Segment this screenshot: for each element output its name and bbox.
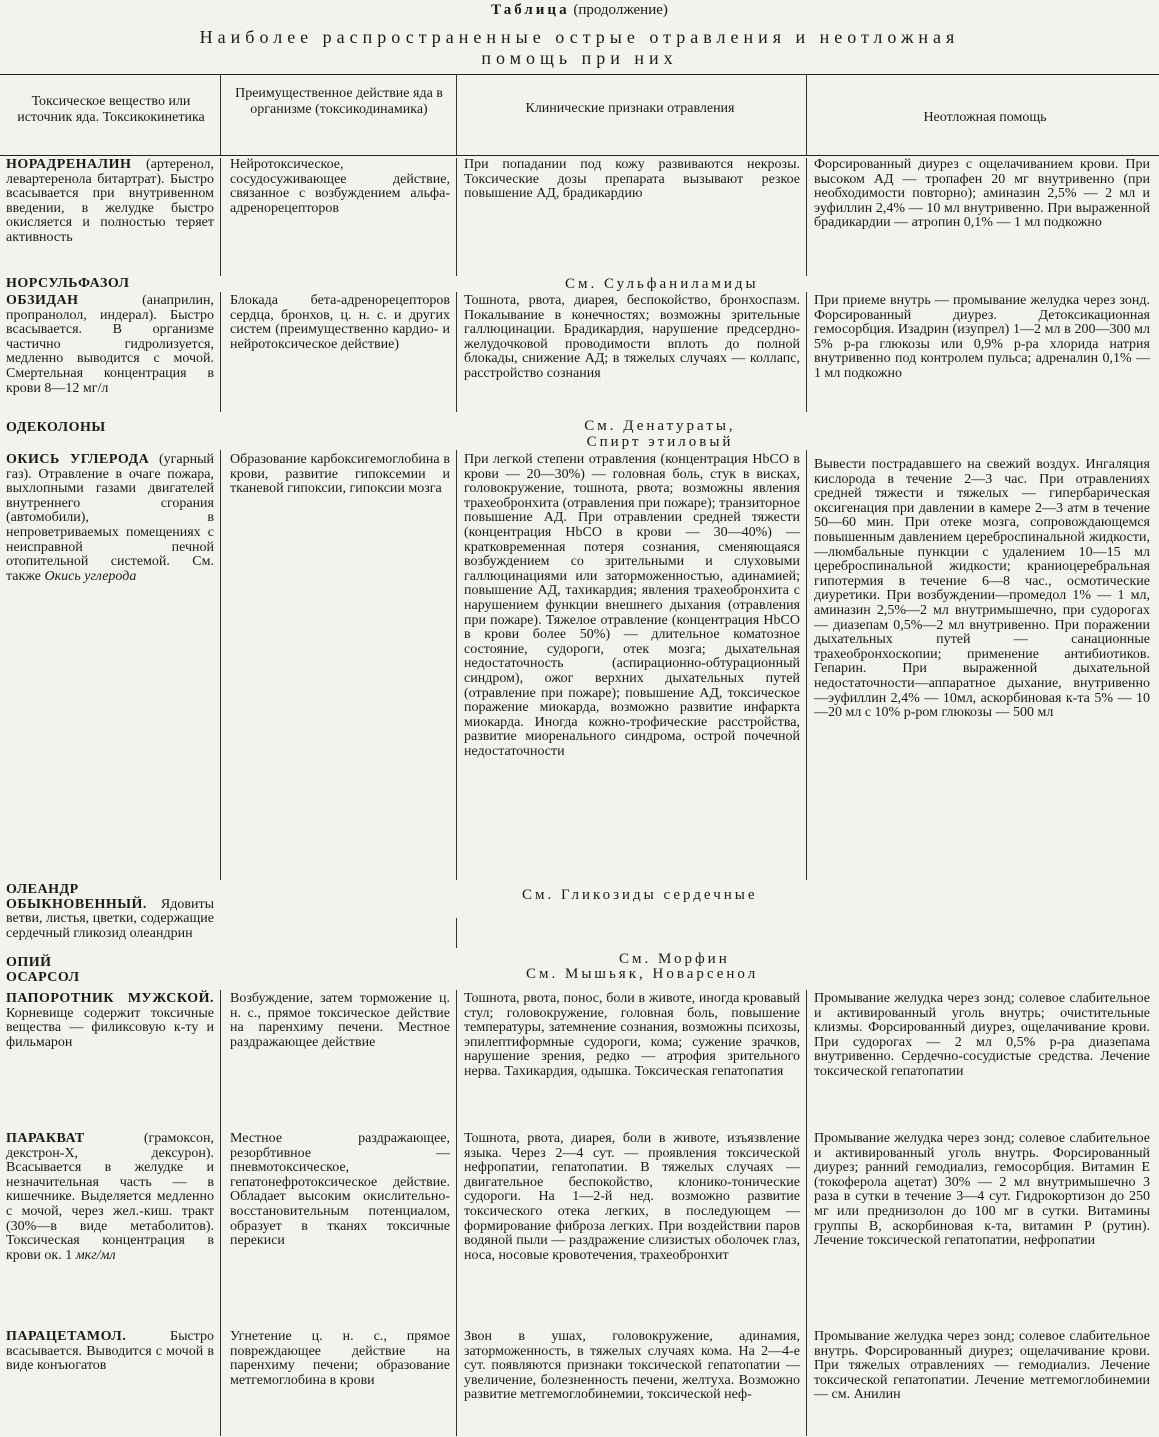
cross-reference: Окись углерода [44,568,137,584]
table-continuation: (продолжение) [573,2,668,18]
see-also-line: Спирт этиловый [586,434,734,450]
substance-name: ПАРАЦЕТАМОЛ. [6,1329,127,1344]
toxicokinetics-text: (анаприлин, пропранолол, индерал). Быстро всасывается. В организме частично гидролизуется, медленно выводится с мочой. Смертельная концентрация в крови 8—12 мг/л [6,293,214,396]
header-rule [0,74,1159,75]
parakvat-aid: Промывание желудка через зонд; солевое слабительное и активированный уголь внутрь. Форсированный диурез; ранний гемодиализ, гемосорбция. Витамин E (токоферола ацетат) 30% — 2 мл внутримышечно 3 раза в сутки в течение 3—4 сут. Гидрокортизон до 250 мг или преднизолон до 100 мг в сутки. Витамины группы B, аскорбиновая к-та, витамин P (рутин). Лечение токсической гепатопатии, нефропатии [814,1131,1150,1249]
odekolony-see-also [500,418,820,450]
oleandr-see-also: См. Гликозиды сердечные [522,887,758,903]
substance-name: ПАРАКВАТ [6,1131,85,1146]
okis-action: Образование карбоксигемоглобина в крови, развитие гипоксемии и тканевой гипоксии, гипоксии мозга [230,452,450,497]
unit-text: мкг/мл [75,1247,116,1263]
opiy-see-also: См. Морфин [619,951,730,967]
norsulfazol-substance [6,277,214,292]
toxicokinetics-text: Быстро всасывается. Выводится с мочой в виде конъюгатов [6,1329,214,1374]
substance-name: НОРСУЛЬФАЗОЛ [6,276,130,291]
column-divider [456,990,457,1436]
toxicokinetics-text: (артеренол, левартеренола битартрат). Быстро всасывается при внутривенном введении, в желудке быстро окисляется и полностью теряет активность [6,157,214,245]
okis-symptoms: При легкой степени отравления (концентрация HbCO в крови — 20—30%) — головная боль, стук в висках, головокружение, тошнота, рвота; возможны явления трахеобронхита (отравления при пожаре); транзиторное повышение АД. При отравлении средней тяжести (концентрация HbCO в крови — 30—40%) — кратковременная потеря сознания, сменяющаяся возбуждением со зрительными и слуховыми галлюцинациями или заторможенностью, адинамией; повышение АД, тахикардия; явления трахеобронхита с нарушением функции внешнего дыхания (отравления при пожаре). Тяжелое отравление (концентрация HbCO в крови более 50%) — длительное коматозное состояние, судороги, отек мозга; дыхательная недостаточность (аспирационно-обтурационный синдром), ожог верхних дыхательных путей (отравление при пожаре); повышение АД, токсическое поражение миокарда, возможно развитие инфаркта миокарда. Иногда кожно-трофические расстройства, развитие миоренального синдрома, острой почечной недостаточности [464,452,800,759]
substance-name: НОРАДРЕНАЛИН [6,157,132,172]
table-title [0,27,1159,69]
obzidan-aid: При приеме внутрь — промывание желудка через зонд. Форсированный диурез. Детоксикационная гемосорбция. Изадрин (изупрел) 1—2 мл в 200—300 мл 5% р-ра глюкозы или 0,9% р-ра хлорида натрия внутривенно под контролем пульса; адреналин 0,1% — 1 мл подкожно [814,293,1150,381]
opiy-substance [6,956,214,971]
substance-name: ОДЕКОЛОНЫ [6,420,106,435]
column-header-aid: Неотложная помощь [923,110,1047,125]
noradrenalin-action: Нейротоксическое, сосудосуживающее действие, связанное с возбуждением альфа-адренорецепторов [230,157,450,216]
obzidan-action: Блокада бета-адренорецепторов сердца, бронхов, ц. н. с. и других систем (преимущественно кардио- и нейротоксическое действие) [230,293,450,352]
obzidan-substance [6,294,214,396]
substance-name: ПАПОРОТНИК МУЖСКОЙ. [6,991,214,1006]
column-divider [220,990,221,1436]
odekolony-substance [6,421,214,436]
column-divider [806,74,807,155]
table-title-line-1: Наиболее распространенные острые отравления и неотложная [199,27,960,47]
column-divider [806,158,807,276]
column-divider [220,158,221,276]
toxicokinetics-text: Ядовиты ветви, листья, цветки, содержащие сердечный гликозид олеандрин [6,896,214,941]
table-title-line-2: помощь при них [481,48,678,68]
paporotnik-symptoms: Тошнота, рвота, понос, боли в животе, иногда кровавый стул; головокружение, головная боль, повышение температуры, затемнение сознания, возможны психозы, эпилептиформные судороги, кома; сужение зрачков, нарушение зрения, редко — атрофия зрительного нерва. Тахикардия, одышка. Токсическая гепатопатия [464,991,800,1079]
substance-name: ОСАРСОЛ [6,970,80,985]
column-header-action: Преимущественное действие яда в организме (токсикодинамика) [235,86,443,117]
norsulfazol-see-also: См. Сульфаниламиды [565,276,759,292]
table-label: Таблица [491,2,570,18]
column-divider [806,292,807,412]
toxicokinetics-text: (грамоксон, декстрон-Х, дексурон). Всасывается в желудке и незначительная часть — в кишечнике. Выделяется медленно с мочой, через жел.-киш. тракт (30%—в виде метаболитов). Токсическая концентрация в крови ок. 1 [6,1131,214,1263]
parakvat-symptoms: Тошнота, рвота, диарея, боли в животе, изъязвление языка. Через 2—4 сут. — проявления токсической нефропатии, гепатопатии. В тяжелых случаях — двигательное беспокойство, клонико-тонические судороги. На 1—2-й нед. возможно развитие токсического отека легких, в последующем — формирование фиброза легких. При воздействии паров водяной пыли — раздражение слизистых оболочек глаз, носа, носовые кровотечения, трахеобронхит [464,1131,800,1263]
paracetamol-symptoms: Звон в ушах, головокружение, адинамия, заторможенность, в тяжелых случаях кома. На 2—4-е сут. появляются признаки токсической гепатопатии — увеличение, болезненность печени, желтуха. Возможно развитие метгемоглобинемии, токсической неф- [464,1329,800,1403]
see-also-line: См. Денатураты, [584,418,736,434]
column-divider [456,74,457,155]
obzidan-symptoms: Тошнота, рвота, диарея, беспокойство, бронхоспазм. Покалывание в конечностях; возможны зрительные галлюцинации. Брадикардия, нарушение предсердно-желудочковой проводимости вплоть до полной блокады, снижение АД; в тяжелых случаях — коллапс, расстройство сознания [464,293,800,381]
column-divider [456,450,457,880]
column-divider [456,918,457,948]
toxicokinetics-text: Корневище содержит токсичные вещества — филиксовую к-ту и фильмарон [6,1005,214,1050]
column-divider [220,292,221,412]
column-divider [806,990,807,1436]
substance-name: ОЛЕАНДР ОБЫКНОВЕННЫЙ. [6,882,147,912]
column-divider [220,74,221,155]
column-divider [220,450,221,880]
parakvat-action: Местное раздражающее, резорбтивное — пневмотоксическое, гепатонефротоксическое действие. Обладает высоким окислительно-восстановительным потенциалом, образует в тканях токсичные перекиси [230,1131,450,1249]
paporotnik-action: Возбуждение, затем торможение ц. н. с., прямое токсическое действие на паренхиму печени. Местное раздражающее действие [230,991,450,1050]
paporotnik-substance [6,992,214,1050]
substance-name: ОПИЙ [6,955,52,970]
paporotnik-aid: Промывание желудка через зонд; солевое слабительное и активированный уголь внутрь; очистительные клизмы. Форсированный диурез, ощелачивание крови. При судорогах — 2 мл 0,5% р-ра диазепама внутривенно. Сердечно-сосудистые средства. Лечение токсической гепатопатии [814,991,1150,1079]
column-divider [806,450,807,880]
osarsol-substance [6,971,214,986]
osarsol-see-also: См. Мышьяк, Новарсенол [526,966,759,982]
noradrenalin-substance [6,158,214,246]
parakvat-substance [6,1132,214,1263]
paracetamol-action: Угнетение ц. н. с., прямое повреждающее действие на паренхиму печени; образование метгемоглобина в крови [230,1329,450,1388]
toxicokinetics-text: (угарный газ). Отравление в очаге пожара, выхлопными газами двигателей внутреннего сгорания (автомобили), в непроветриваемых помещениях с неисправной печной отопительной системой. См. также [6,452,214,584]
substance-name: ОБЗИДАН [6,293,79,308]
column-header-substance: Токсическое вещество или источник яда. Токсикокинетика [17,94,205,125]
oleandr-substance [6,883,214,941]
paracetamol-substance [6,1330,214,1374]
okis-substance [6,453,214,584]
substance-name: ОКИСЬ УГЛЕРОДА [6,452,150,467]
okis-aid: Вывести пострадавшего на свежий воздух. Ингаляция кислорода в течение 2—3 час. При отравлениях средней тяжести и тяжелых — гипербарическая оксигенация при давлении в камере 2—3 атм в течение 50—60 мин. При отеке мозга, сопровождающемся повышенным давлением цереброспинальной жидкости,—люмбальные пункции с удалением 10—15 мл цереброспинальной жидкости; краниоцеребральная гипотермия в течение 6—8 час., осмотические диуретики. При возбуждении—промедол 1% — 1 мл, аминазин 2,5%—2 мл внутримышечно, при судорогах — диазепам 0,5%—2 мл внутривенно. При поражении дыхательных путей — санационные трахеобронхоскопии; применение антибиотиков. Гепарин. При выраженной дыхательной недостаточности—аппаратное дыхание, внутривенно —эуфиллин 2,4% — 10мл, аскорбиновая к-та 5% — 10—20 мл с 10% р-ром глюкозы — 500 мл [814,457,1150,721]
noradrenalin-symptoms: При попадании под кожу развиваются некрозы. Токсические дозы препарата вызывают резкое повышение АД, брадикардию [464,157,800,202]
paracetamol-aid: Промывание желудка через зонд; солевое слабительное внутрь. Форсированный диурез; ощелачивание крови. При тяжелых отравлениях — гемодиализ. Лечение токсической гепатопатии. Лечение метгемоглобинемии — см. Анилин [814,1329,1150,1403]
noradrenalin-aid: Форсированный диурез с ощелачиванием крови. При высоком АД — тропафен 20 мг внутривенно (при необходимости повторно); аминазин 2,5% — 2 мл и эуфиллин 2,4% — 10 мл внутривенно. При выраженной брадикардии — атропин 0,1% — 1 мл подкожно [814,157,1150,231]
column-divider [456,158,457,276]
column-header-symptoms: Клинические признаки отравления [525,101,735,116]
table-caption [0,1,1159,19]
column-header-rule [0,155,1159,156]
column-divider [456,292,457,412]
